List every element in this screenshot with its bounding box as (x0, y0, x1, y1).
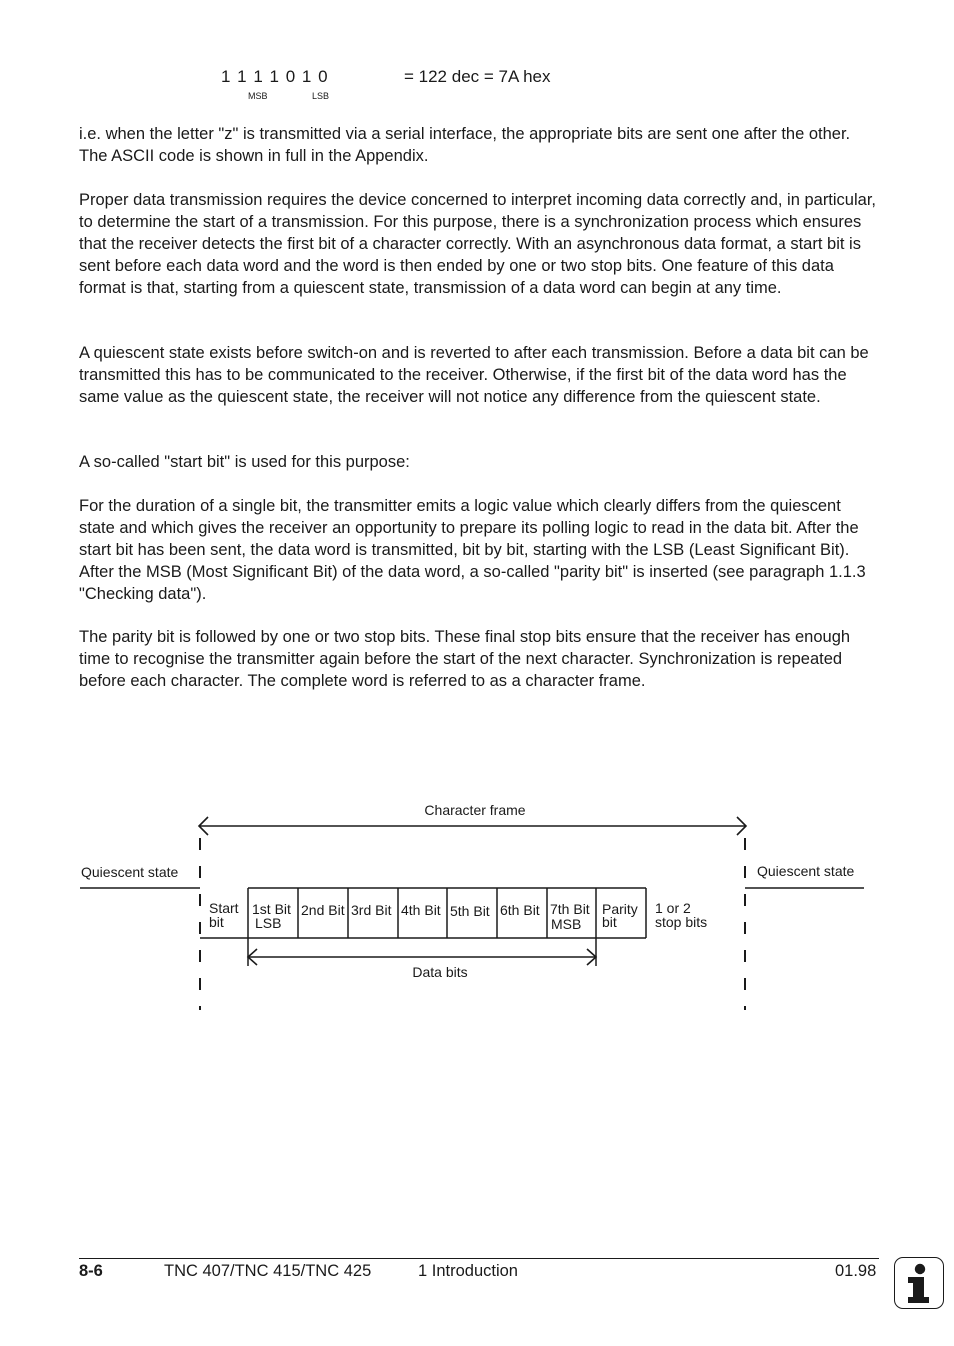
footer-rule (79, 1258, 879, 1259)
start-bit-label-line2: bit (209, 914, 224, 930)
quiescent-state-left-label: Quiescent state (81, 864, 179, 880)
paragraph-quiescent-state: A quiescent state exists before switch-on and is reverted to after each transmission. Before a data bit can be transmitted this has to be communicated to the receiver. Otherwise, if the first bit of the data word has the same value as the quiescent state, the receiver will not notice any difference from the quiescent state. (79, 344, 869, 406)
page-number: 8-6 (79, 1262, 103, 1280)
bit-cell-1-sublabel: LSB (255, 915, 282, 931)
footer-date: 01.98 (835, 1262, 877, 1280)
bit-cell-2-label: 2nd Bit (301, 902, 345, 918)
bit-cell-6-label: 6th Bit (500, 902, 540, 918)
data-bits-label: Data bits (412, 964, 468, 980)
parity-bit-label-line2: bit (602, 914, 617, 930)
stop-bits-label-line2: stop bits (655, 914, 708, 930)
stop-bits-label-line1: 1 or 2 (655, 900, 691, 916)
lsb-label: LSB (312, 91, 330, 101)
paragraph-ascii: i.e. when the letter "z" is transmitted via a serial interface, the appropriate bits are sent one after the other. The ASCII code is shown in full in the Appendix. (79, 125, 851, 165)
footer-chapter: 1 Introduction (418, 1262, 518, 1280)
msb-label: MSB (248, 91, 268, 101)
bit-cell-7-sublabel: MSB (551, 916, 582, 932)
paragraph-start-bit-intro: A so-called "start bit" is used for this purpose: (79, 453, 410, 471)
paragraph-start-bit-detail: For the duration of a single bit, the transmitter emits a logic value which clearly differs from the quiescent state and which gives the receiver an opportunity to prepare its polling logic to read in the data bit. After the start bit has been sent, the data word is transmitted, bit by bit, starting with the LSB (Least Significant Bit). After the MSB (Most Significant Bit) of the data word, a so-called "parity bit" is inserted (see paragraph 1.1.3 "Checking data"). (79, 497, 866, 603)
binary-digits: 1 1 1 1 0 1 0 (221, 67, 329, 86)
bit-cell-7-label: 7th Bit (550, 901, 590, 917)
paragraph-synchronization: Proper data transmission requires the device concerned to interpret incoming data correctly and, in particular, to determine the start of a transmission. For this purpose, there is a synchronization process which ensures that the receiver detects the first bit of a character correctly. With an asynchronous data format, a start bit is sent before each data word and the word is then ended by one or two stop bits. One feature of this data format is that, starting from a quiescent state, transmission of a data word can begin at any time. (79, 191, 876, 297)
bit-cell-5-label: 5th Bit (450, 903, 490, 919)
start-bit-label-line1: Start (209, 900, 239, 916)
paragraph-stop-bits: The parity bit is followed by one or two stop bits. These final stop bits ensure that the receiver has enough time to recognise the transmitter again before the start of the next character. Synchronization is repeated before each character. The complete word is referred to as a character frame. (79, 628, 851, 690)
info-glyph (895, 1258, 942, 1307)
bit-cell-3-label: 3rd Bit (351, 902, 392, 918)
decimal-hex-equivalence: = 122 dec = 7A hex (404, 67, 551, 86)
character-frame-label: Character frame (424, 802, 526, 818)
parity-bit-label-line1: Parity (602, 901, 638, 917)
footer-models: TNC 407/TNC 415/TNC 425 (164, 1262, 372, 1280)
info-icon (894, 1257, 944, 1309)
bit-cell-4-label: 4th Bit (401, 902, 441, 918)
quiescent-state-right-label: Quiescent state (757, 863, 855, 879)
character-frame-diagram (0, 780, 954, 1020)
bit-cell-1-label: 1st Bit (252, 901, 291, 917)
